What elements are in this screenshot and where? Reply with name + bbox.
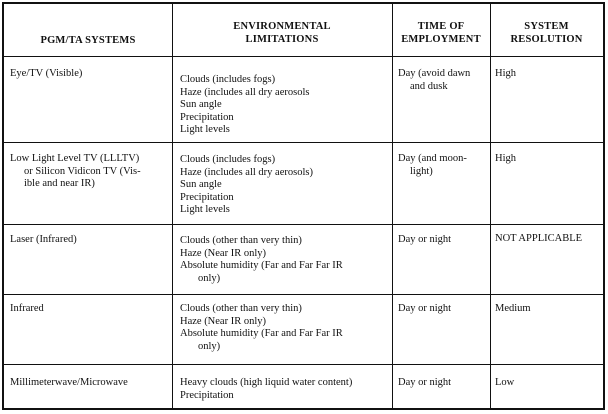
row-4-time: Day or night xyxy=(398,303,452,314)
header-systems: PGM/TA SYSTEMS xyxy=(40,35,136,46)
row-2-time: Day (and moon- light) xyxy=(398,153,467,177)
row-divider xyxy=(4,294,603,295)
row-3-limitations: Clouds (other than very thin) Haze (Near IR only) Absolute humidity (Far and Far Far IR only) xyxy=(180,235,343,284)
row-3-resolution: NOT APPLICABLE xyxy=(495,233,583,244)
column-divider xyxy=(172,4,173,408)
row-5-time: Day or night xyxy=(398,377,452,388)
row-5-resolution: Low xyxy=(495,377,515,388)
row-1-system: Eye/TV (Visible) xyxy=(10,68,83,79)
pgm-ta-systems-table xyxy=(2,2,605,410)
header-environmental-limitations: ENVIRONMENTAL LIMITATIONS xyxy=(233,21,331,45)
column-divider xyxy=(490,4,491,408)
row-divider xyxy=(4,364,603,365)
row-2-system: Low Light Level TV (LLLTV) or Silicon Vidicon TV (Vis- ible and near IR) xyxy=(10,153,141,189)
row-3-system: Laser (Infrared) xyxy=(10,234,77,245)
row-divider xyxy=(4,224,603,225)
row-5-limitations: Heavy clouds (high liquid water content) Precipitation xyxy=(180,377,353,401)
row-4-system: Infrared xyxy=(10,303,44,314)
row-divider xyxy=(4,56,603,57)
row-2-limitations: Clouds (includes fogs) Haze (includes all dry aerosols) Sun angle Precipitation Light levels xyxy=(180,154,313,215)
row-1-limitations: Clouds (includes fogs) Haze (includes all dry aerosols Sun angle Precipitation Light levels xyxy=(180,74,310,135)
column-divider xyxy=(392,4,393,408)
row-5-system: Millimeterwave/Microwave xyxy=(10,377,128,388)
header-time-of-employment: TIME OF EMPLOYMENT xyxy=(401,21,481,45)
row-1-time: Day (avoid dawn and dusk xyxy=(398,68,471,92)
row-4-resolution: Medium xyxy=(495,303,531,314)
row-divider xyxy=(4,142,603,143)
row-3-time: Day or night xyxy=(398,234,452,245)
header-system-resolution: SYSTEM RESOLUTION xyxy=(510,21,583,45)
row-2-resolution: High xyxy=(495,153,516,164)
row-4-limitations: Clouds (other than very thin) Haze (Near IR only) Absolute humidity (Far and Far Far IR only) xyxy=(180,303,343,352)
row-1-resolution: High xyxy=(495,68,516,79)
